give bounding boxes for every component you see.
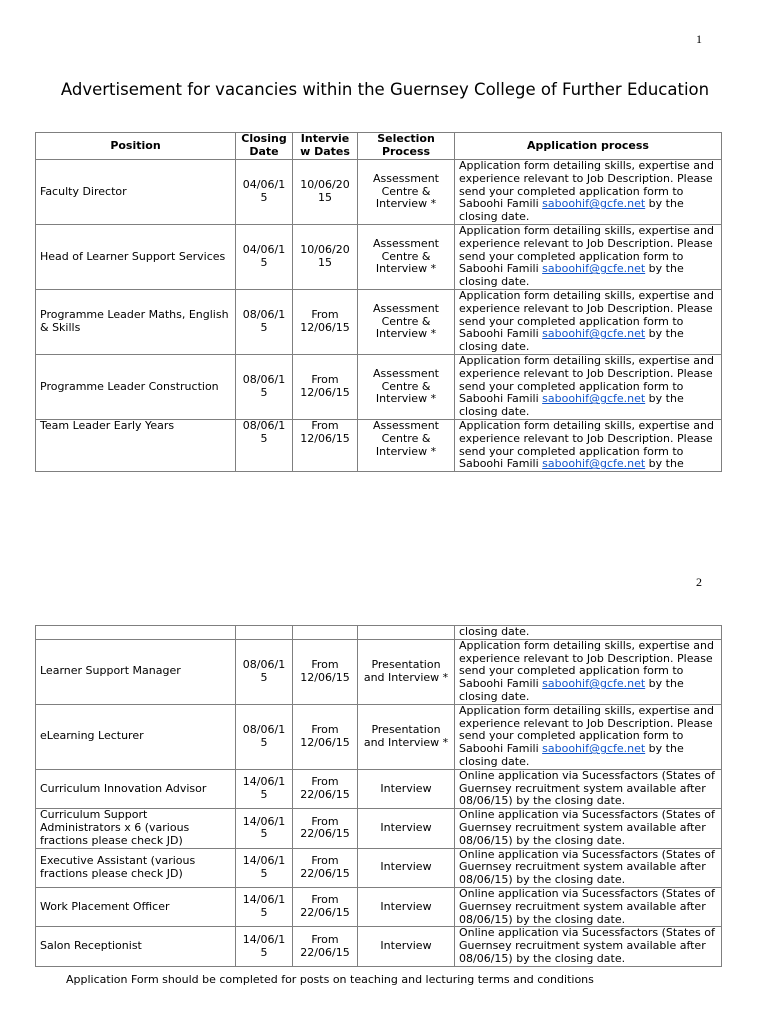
position-cell: Executive Assistant (various fractions please check JD) (36, 848, 236, 887)
application-text: Application form detailing skills, expertise and experience relevant to Job Description. Please send your completed application form to Saboohi Famili (459, 419, 714, 471)
closing-date-cell: 08/06/1 5 (236, 419, 293, 471)
selection-process-cell: Assessment Centre & Interview * (358, 160, 455, 225)
application-text: Application form detailing skills, expertise and experience relevant to Job Description. Please send your completed application form to Saboohi Famili (459, 704, 714, 756)
interview-date-cell: From 22/06/15 (293, 809, 358, 848)
selection-process-cell: Interview (358, 809, 455, 848)
application-text-end: by the closing date. (459, 262, 684, 289)
selection-process-cell: Interview (358, 927, 455, 966)
email-link[interactable]: saboohif@gcfe.net (542, 197, 646, 211)
application-text-end: by the closing date. (459, 327, 684, 354)
position-cell: Curriculum Support Administrators x 6 (various fractions please check JD) (36, 809, 236, 848)
application-process-cell: closing date. (455, 626, 722, 640)
page-number: 1 (696, 32, 702, 46)
application-text-end: by the closing date. (459, 742, 684, 768)
interview-date-cell: From 12/06/15 (293, 289, 358, 354)
application-process-cell (455, 224, 722, 289)
table-row (36, 224, 722, 289)
closing-date-cell: 08/06/1 5 (236, 704, 293, 769)
position-cell: Faculty Director (36, 160, 236, 225)
closing-date-cell: 08/06/1 5 (236, 639, 293, 704)
header-closing-date: Closing Date (236, 133, 293, 160)
page-number: 2 (696, 575, 702, 589)
position-cell: Programme Leader Maths, English & Skills (36, 289, 236, 354)
selection-process-cell: Presentation and Interview * (358, 639, 455, 704)
application-text-end: by the closing date. (459, 677, 684, 703)
application-process-cell (455, 704, 722, 769)
selection-process-cell: Interview (358, 769, 455, 808)
application-process-cell: Online application via Sucessfactors (States of Guernsey recruitment system available after 08/06/15) by the closing date. (455, 809, 722, 848)
application-process-cell: Online application via Sucessfactors (States of Guernsey recruitment system available after 08/06/15) by the closing date. (455, 848, 722, 887)
closing-date-cell: 14/06/1 5 (236, 927, 293, 966)
empty-cell (36, 626, 236, 640)
header-application-process: Application process (455, 133, 722, 160)
table-row (36, 848, 722, 887)
application-process-cell: Online application via Sucessfactors (States of Guernsey recruitment system available after 08/06/15) by the closing date. (455, 927, 722, 966)
interview-date-cell: From 12/06/15 (293, 639, 358, 704)
selection-process-cell: Interview (358, 848, 455, 887)
table-row (36, 769, 722, 808)
interview-date-cell: From 22/06/15 (293, 927, 358, 966)
position-cell: eLearning Lecturer (36, 704, 236, 769)
interview-date-cell: 10/06/20 15 (293, 160, 358, 225)
selection-process-cell: Presentation and Interview * (358, 704, 455, 769)
position-cell: Head of Learner Support Services (36, 224, 236, 289)
email-link[interactable]: saboohif@gcfe.net (542, 327, 646, 341)
table-row (36, 704, 722, 769)
position-cell: Programme Leader Construction (36, 354, 236, 419)
table-row (36, 419, 722, 471)
interview-date-cell: From 22/06/15 (293, 848, 358, 887)
closing-date-cell: 14/06/1 5 (236, 769, 293, 808)
selection-process-cell: Interview (358, 887, 455, 926)
closing-date-cell: 14/06/1 5 (236, 887, 293, 926)
closing-date-cell: 08/06/1 5 (236, 354, 293, 419)
empty-cell (358, 626, 455, 640)
position-cell: Curriculum Innovation Advisor (36, 769, 236, 808)
application-text-end: by the (645, 457, 684, 471)
position-cell: Salon Receptionist (36, 927, 236, 966)
interview-date-cell: From 12/06/15 (293, 419, 358, 471)
interview-date-cell: 10/06/20 15 (293, 224, 358, 289)
application-text: Application form detailing skills, expertise and experience relevant to Job Description. Please send your completed application form to Saboohi Famili (459, 639, 714, 691)
table-row (36, 927, 722, 966)
table-header-row (36, 133, 722, 160)
application-text: Application form detailing skills, expertise and experience relevant to Job Description. Please send your completed application form to Saboohi Famili (459, 224, 714, 276)
email-link[interactable]: saboohif@gcfe.net (542, 457, 646, 471)
footnote: Application Form should be completed for posts on teaching and lecturing terms and conditions (66, 973, 594, 986)
application-process-cell (455, 419, 722, 471)
table-row (36, 809, 722, 848)
interview-date-cell: From 22/06/15 (293, 887, 358, 926)
closing-date-cell: 04/06/1 5 (236, 160, 293, 225)
email-link[interactable]: saboohif@gcfe.net (542, 262, 646, 276)
selection-process-cell: Assessment Centre & Interview * (358, 419, 455, 471)
application-text-end: by the closing date. (459, 197, 684, 224)
application-process-cell: Online application via Sucessfactors (States of Guernsey recruitment system available after 08/06/15) by the closing date. (455, 769, 722, 808)
vacancies-table-page-1 (35, 132, 722, 472)
closing-date-cell: 08/06/1 5 (236, 289, 293, 354)
position-cell: Team Leader Early Years (36, 419, 236, 471)
closing-date-cell: 04/06/1 5 (236, 224, 293, 289)
table-row (36, 289, 722, 354)
application-process-cell (455, 289, 722, 354)
header-selection-process: Selection Process (358, 133, 455, 160)
closing-date-cell: 14/06/1 5 (236, 848, 293, 887)
application-text: Application form detailing skills, expertise and experience relevant to Job Description. Please send your completed application form to Saboohi Famili (459, 289, 714, 341)
empty-cell (236, 626, 293, 640)
empty-cell (293, 626, 358, 640)
page-title: Advertisement for vacancies within the Guernsey College of Further Education (60, 80, 710, 99)
application-process-cell: Online application via Sucessfactors (States of Guernsey recruitment system available after 08/06/15) by the closing date. (455, 887, 722, 926)
position-cell: Learner Support Manager (36, 639, 236, 704)
selection-process-cell: Assessment Centre & Interview * (358, 354, 455, 419)
table-row (36, 639, 722, 704)
application-text: Application form detailing skills, expertise and experience relevant to Job Description. Please send your completed application form to Saboohi Famili (459, 354, 714, 406)
selection-process-cell: Assessment Centre & Interview * (358, 224, 455, 289)
interview-date-cell: From 22/06/15 (293, 769, 358, 808)
closing-date-cell: 14/06/1 5 (236, 809, 293, 848)
interview-date-cell: From 12/06/15 (293, 704, 358, 769)
vacancies-table-page-2 (35, 625, 722, 967)
application-process-cell (455, 160, 722, 225)
email-link[interactable]: saboohif@gcfe.net (542, 677, 646, 691)
application-text: Application form detailing skills, expertise and experience relevant to Job Description. Please send your completed application form to Saboohi Famili (459, 159, 714, 211)
application-process-cell (455, 639, 722, 704)
header-interview-dates: Intervie w Dates (293, 133, 358, 160)
position-cell: Work Placement Officer (36, 887, 236, 926)
application-process-cell (455, 354, 722, 419)
interview-date-cell: From 12/06/15 (293, 354, 358, 419)
table-row-continued (36, 626, 722, 640)
email-link[interactable]: saboohif@gcfe.net (542, 392, 646, 406)
table-row (36, 354, 722, 419)
header-position: Position (36, 133, 236, 160)
application-text-end: by the closing date. (459, 392, 684, 419)
email-link[interactable]: saboohif@gcfe.net (542, 742, 646, 756)
table-row (36, 160, 722, 225)
selection-process-cell: Assessment Centre & Interview * (358, 289, 455, 354)
table-row (36, 887, 722, 926)
